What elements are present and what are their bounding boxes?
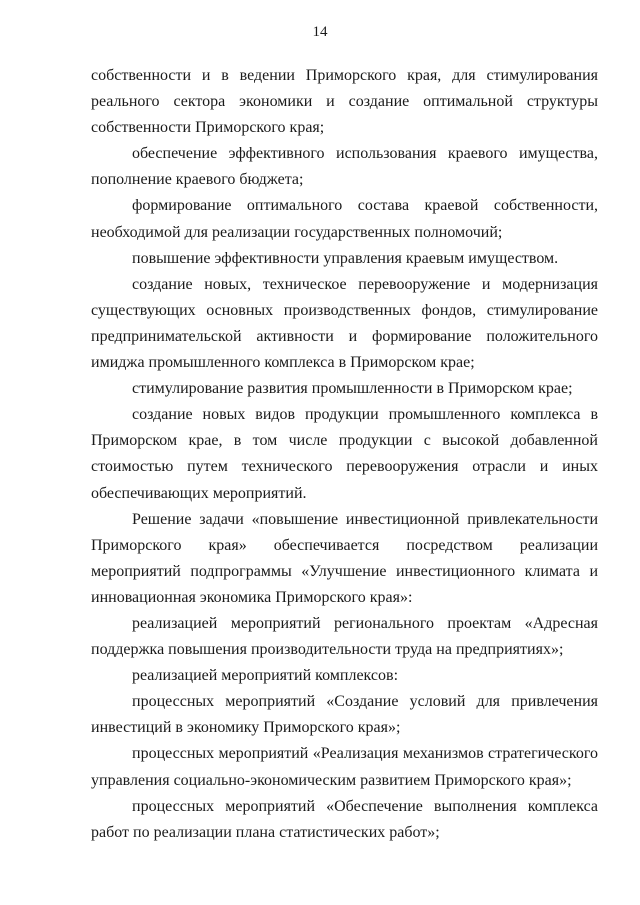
paragraph: создание новых, техническое перевооружение и модернизация существующих основных производственных фондов, стимулирование предпринимательской активности и формирование положительного имиджа промышленного комплекса в Приморском крае; — [91, 275, 598, 372]
paragraph: процессных мероприятий «Обеспечение выполнения комплекса работ по реализации плана статистических работ»; — [91, 797, 598, 841]
document-body — [91, 63, 598, 846]
paragraph: процессных мероприятий «Реализация механизмов стратегического управления социально-экономическим развитием Приморского края»; — [91, 745, 598, 789]
paragraph: реализацией мероприятий регионального проектам «Адресная поддержка повышения производительности труда на предприятиях»; — [91, 614, 598, 659]
paragraph: процессных мероприятий «Создание условий для привлечения инвестиций в экономику Приморского края»; — [91, 693, 598, 737]
paragraph: формирование оптимального состава краевой собственности, необходимой для реализации государственных полномочий; — [91, 197, 598, 241]
page-number: 14 — [312, 24, 328, 40]
paragraph: обеспечение эффективного использования краевого имущества, пополнение краевого бюджета; — [91, 145, 598, 189]
paragraph: повышение эффективности управления краевым имуществом. — [132, 249, 559, 267]
paragraph: стимулирование развития промышленности в Приморском крае; — [132, 380, 573, 398]
paragraph: реализацией мероприятий комплексов: — [132, 667, 399, 685]
paragraph: создание новых видов продукции промышленного комплекса в Приморском крае, в том числе продукции с высокой добавленной стоимостью путем технического перевооружения отрасли и иных обеспечивающих мероприятий. — [91, 406, 598, 502]
paragraph: Решение задачи «повышение инвестиционной привлекательности Приморского края» обеспечивается посредством реализации мероприятий подпрограммы «Улучшение инвестиционного климата и инновационная экономика Приморского края»: — [91, 510, 598, 606]
paragraph: собственности и в ведении Приморского края, для стимулирования реального сектора экономики и создание оптимальной структуры собственности Приморского края; — [91, 67, 598, 137]
